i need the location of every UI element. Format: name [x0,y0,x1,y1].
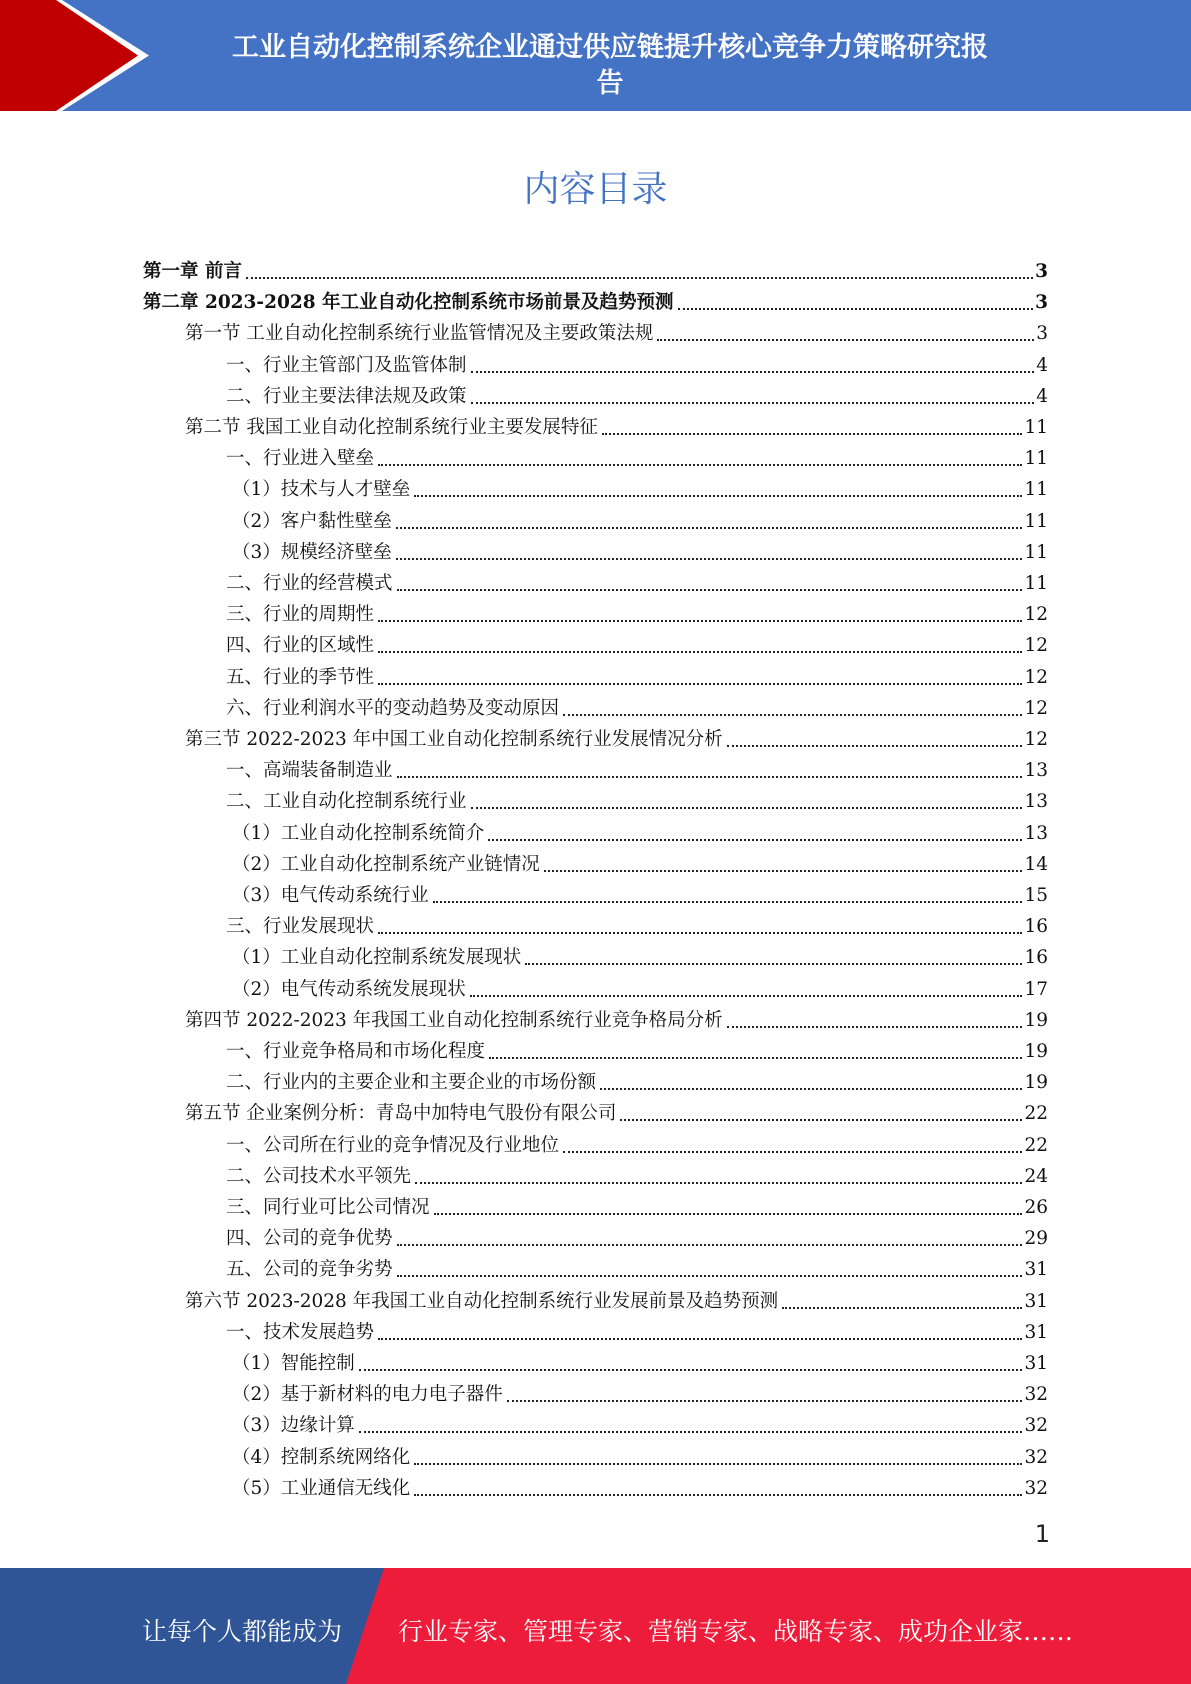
toc-dot-leader [602,432,1023,435]
toc-entry[interactable] [232,1407,1048,1438]
footer-slogan-right: 行业专家、管理专家、营销专家、战略专家、成功企业家…… [398,1617,1074,1646]
toc-dot-leader [782,1306,1022,1309]
toc-entry[interactable] [232,877,1048,908]
toc-entry[interactable] [226,627,1048,658]
toc-entry-label: 第三节 2022-2023 年中国工业自动化控制系统行业发展情况分析 [185,729,723,750]
toc-entry-label: （3）电气传动系统行业 [232,885,429,906]
toc-entry[interactable] [232,1376,1048,1407]
toc-dot-leader [525,962,1022,965]
toc-entry-page: 11 [1024,479,1048,501]
toc-entry-label: 一、行业进入壁垒 [226,448,375,470]
toc-entry-page: 16 [1024,947,1048,969]
toc-entry[interactable] [226,565,1048,596]
toc-entry-label: 二、行业内的主要企业和主要企业的市场份额 [226,1072,597,1094]
toc-entry-page: 12 [1024,635,1048,657]
toc-dot-leader [414,1493,1022,1496]
toc-title: 内容目录 [523,169,668,210]
toc-entry[interactable] [232,1439,1048,1470]
toc-entry[interactable] [232,503,1048,534]
toc-dot-leader [471,401,1035,404]
toc-entry[interactable] [226,1033,1048,1064]
toc-entry-page: 11 [1024,573,1048,594]
toc-entry-label: 第四节 2022-2023 年我国工业自动化控制系统行业竞争格局分析 [185,1009,723,1031]
toc-entry-label: 一、行业竞争格局和市场化程度 [226,1041,486,1062]
toc-entry[interactable] [226,1189,1048,1220]
toc-dot-leader [378,682,1022,685]
toc-dot-leader [470,994,1023,997]
toc-entry-page: 11 [1024,510,1048,532]
page-number: 1 [1034,1520,1050,1548]
toc-entry-page: 11 [1024,417,1048,438]
toc-entry-page: 31 [1024,1321,1048,1343]
toc-entry-label: 第一节 工业自动化控制系统行业监管情况及主要政策法规 [185,323,654,345]
toc-entry-page: 19 [1024,1009,1048,1031]
toc-entry-page: 4 [1036,385,1048,407]
toc-dot-leader [396,557,1023,560]
toc-entry[interactable] [185,409,1048,440]
toc-dot-leader [600,1087,1022,1090]
toc-entry-label: （2）电气传动系统发展现状 [232,978,466,1000]
toc-entry-page: 12 [1024,697,1048,719]
toc-entry-page: 13 [1024,822,1048,844]
toc-dot-leader [620,1118,1022,1121]
toc-entry-label: （3）边缘计算 [232,1415,355,1437]
report-title [170,30,1050,102]
toc-dot-leader [397,1274,1023,1277]
toc-entry[interactable] [226,752,1048,783]
toc-dot-leader [378,619,1022,622]
toc-entry-page: 13 [1024,791,1048,813]
toc-entry-label: 四、公司的竞争优势 [226,1228,393,1250]
toc-dot-leader [489,1056,1022,1059]
toc-entry-page: 13 [1024,760,1048,782]
toc-entry[interactable] [232,971,1048,1002]
toc-entry[interactable] [232,1345,1048,1376]
toc-entry-label: 六、行业利润水平的变动趋势及变动原因 [226,697,560,719]
toc-entry[interactable] [232,534,1048,565]
toc-entry-label: （1）工业自动化控制系统发展现状 [232,947,522,969]
toc-entry[interactable] [226,440,1048,471]
toc-entry[interactable] [232,1470,1048,1501]
toc-entry[interactable] [226,1064,1048,1095]
toc-dot-leader [727,744,1023,747]
toc-entry-page: 12 [1024,666,1048,688]
toc-entry-page: 19 [1024,1072,1048,1094]
toc-entry-label: （1）工业自动化控制系统简介 [232,822,485,844]
toc-dot-leader [563,1150,1022,1153]
toc-entry[interactable] [226,1158,1048,1189]
toc-entry-page: 12 [1024,729,1048,750]
toc-dot-leader [414,494,1022,497]
toc-entry-page: 3 [1035,292,1048,314]
toc-entry[interactable] [232,846,1048,877]
toc-entry-label: 一、技术发展趋势 [226,1321,375,1343]
toc-entry[interactable] [226,1220,1048,1251]
toc-entry-page: 24 [1024,1165,1048,1187]
toc-entry-label: 二、工业自动化控制系统行业 [226,791,467,813]
footer-banner [0,1568,1191,1684]
toc-dot-leader [414,1462,1022,1465]
toc-entry[interactable] [185,1002,1048,1033]
toc-entry-page: 3 [1036,323,1048,345]
toc-dot-leader [488,838,1022,841]
header-banner [0,0,1191,111]
toc-entry-label: 二、行业主要法律法规及政策 [226,385,467,407]
toc-dot-leader [397,1243,1023,1246]
toc-entry[interactable] [226,1127,1048,1158]
toc-entry[interactable] [232,815,1048,846]
header-arrow-decoration [0,0,160,111]
toc-entry[interactable] [232,471,1048,502]
toc-entry-label: 一、高端装备制造业 [226,760,393,782]
toc-entry-label: 五、公司的竞争劣势 [226,1259,393,1281]
toc-entry-page: 16 [1024,916,1048,938]
toc-entry-label: 第二章 2023-2028 年工业自动化控制系统市场前景及趋势预测 [143,292,674,314]
toc-entry-label: （2）基于新材料的电力电子器件 [232,1384,503,1406]
toc-entry-page: 22 [1024,1103,1048,1125]
toc-dot-leader [433,900,1023,903]
toc-entry-page: 32 [1024,1415,1048,1437]
toc-entry-label: 五、行业的季节性 [226,666,375,688]
toc-entry-label: 三、行业发展现状 [226,916,375,938]
toc-dot-leader [378,1337,1022,1340]
toc-dot-leader [471,370,1035,373]
toc-entry-page: 32 [1024,1384,1048,1406]
toc-entry-page: 3 [1035,261,1048,282]
toc-dot-leader [397,775,1023,778]
toc-dot-leader [396,526,1023,529]
toc-entry[interactable] [143,253,1048,284]
toc-entry[interactable] [226,1251,1048,1282]
toc-entry-label: （1）技术与人才壁垒 [232,479,411,501]
toc-dot-leader [727,1025,1023,1028]
toc-entry-page: 14 [1024,853,1048,875]
report-title-line-1: 工业自动化控制系统企业通过供应链提升核心竞争力策略研究报 [232,32,988,63]
toc-entry-label: （3）规模经济壁垒 [232,541,392,563]
toc-entry[interactable] [226,783,1048,814]
toc-entry[interactable] [226,690,1048,721]
toc-entry-page: 31 [1024,1353,1048,1374]
toc-dot-leader [397,588,1023,591]
toc-dot-leader [544,869,1023,872]
toc-entry-label: 三、行业的周期性 [226,604,375,626]
toc-entry-label: 二、行业的经营模式 [226,573,393,594]
toc-entry[interactable] [226,347,1048,378]
toc-dot-leader [378,650,1022,653]
toc-entry-page: 31 [1024,1290,1048,1312]
toc-entry-label: 一、公司所在行业的竞争情况及行业地位 [226,1134,560,1156]
toc-dot-leader [415,1181,1022,1184]
toc-entry[interactable] [185,315,1048,346]
toc-entry-page: 22 [1024,1134,1048,1156]
toc-entry-label: 二、公司技术水平领先 [226,1165,412,1187]
toc-entry-label: 第一章 前言 [143,261,242,282]
toc-entry[interactable] [143,284,1048,315]
toc-entry-label: 三、同行业可比公司情况 [226,1197,430,1218]
toc-dot-leader [678,307,1034,310]
toc-dot-leader [471,806,1023,809]
toc-dot-leader [657,338,1034,341]
toc-entry-page: 15 [1024,885,1048,906]
toc-entry[interactable] [185,721,1048,752]
toc-entry-page: 4 [1036,354,1048,376]
toc-dot-leader [507,1399,1023,1402]
toc-entry[interactable] [185,1095,1048,1126]
toc-dot-leader [359,1368,1023,1371]
toc-dot-leader [359,1430,1023,1433]
toc-entry-page: 11 [1024,448,1048,470]
toc-dot-leader [434,1212,1023,1215]
toc-entry-label: 第五节 企业案例分析：青岛中加特电气股份有限公司 [185,1103,617,1125]
footer-slogan-left: 让每个人都能成为 [142,1617,343,1646]
toc-entry-page: 32 [1024,1477,1048,1499]
toc-entry-label: （2）客户黏性壁垒 [232,510,392,532]
toc-entry-label: （4）控制系统网络化 [232,1446,411,1468]
toc-entry[interactable] [232,939,1048,970]
toc-dot-leader [246,276,1033,279]
toc-entry-label: （2）工业自动化控制系统产业链情况 [232,853,540,875]
toc-dot-leader [378,463,1022,466]
toc-entry-label: 一、行业主管部门及监管体制 [226,354,467,376]
toc-entry-page: 29 [1024,1228,1048,1250]
toc-entry[interactable] [226,659,1048,690]
toc-entry-page: 12 [1024,604,1048,626]
toc-entry[interactable] [226,596,1048,627]
toc-dot-leader [563,713,1022,716]
toc-entry-label: 四、行业的区域性 [226,635,375,657]
toc-entry[interactable] [226,378,1048,409]
toc-entry-page: 17 [1024,978,1048,1000]
toc-entry-label: （1）智能控制 [232,1353,355,1374]
toc-dot-leader [378,931,1022,934]
toc-entry-label: 第二节 我国工业自动化控制系统行业主要发展特征 [185,417,598,438]
toc-entry-page: 11 [1024,541,1048,563]
toc-entry-page: 32 [1024,1446,1048,1468]
toc-entry-page: 19 [1024,1041,1048,1062]
toc-entry[interactable] [226,1314,1048,1345]
toc-entry[interactable] [185,1283,1048,1314]
report-title-line-2: 告 [596,68,624,99]
toc-entry[interactable] [226,908,1048,939]
toc-entry-page: 26 [1024,1197,1048,1218]
toc-entry-page: 31 [1024,1259,1048,1281]
toc-entry-label: （5）工业通信无线化 [232,1477,411,1499]
toc-entry-label: 第六节 2023-2028 年我国工业自动化控制系统行业发展前景及趋势预测 [185,1290,779,1312]
